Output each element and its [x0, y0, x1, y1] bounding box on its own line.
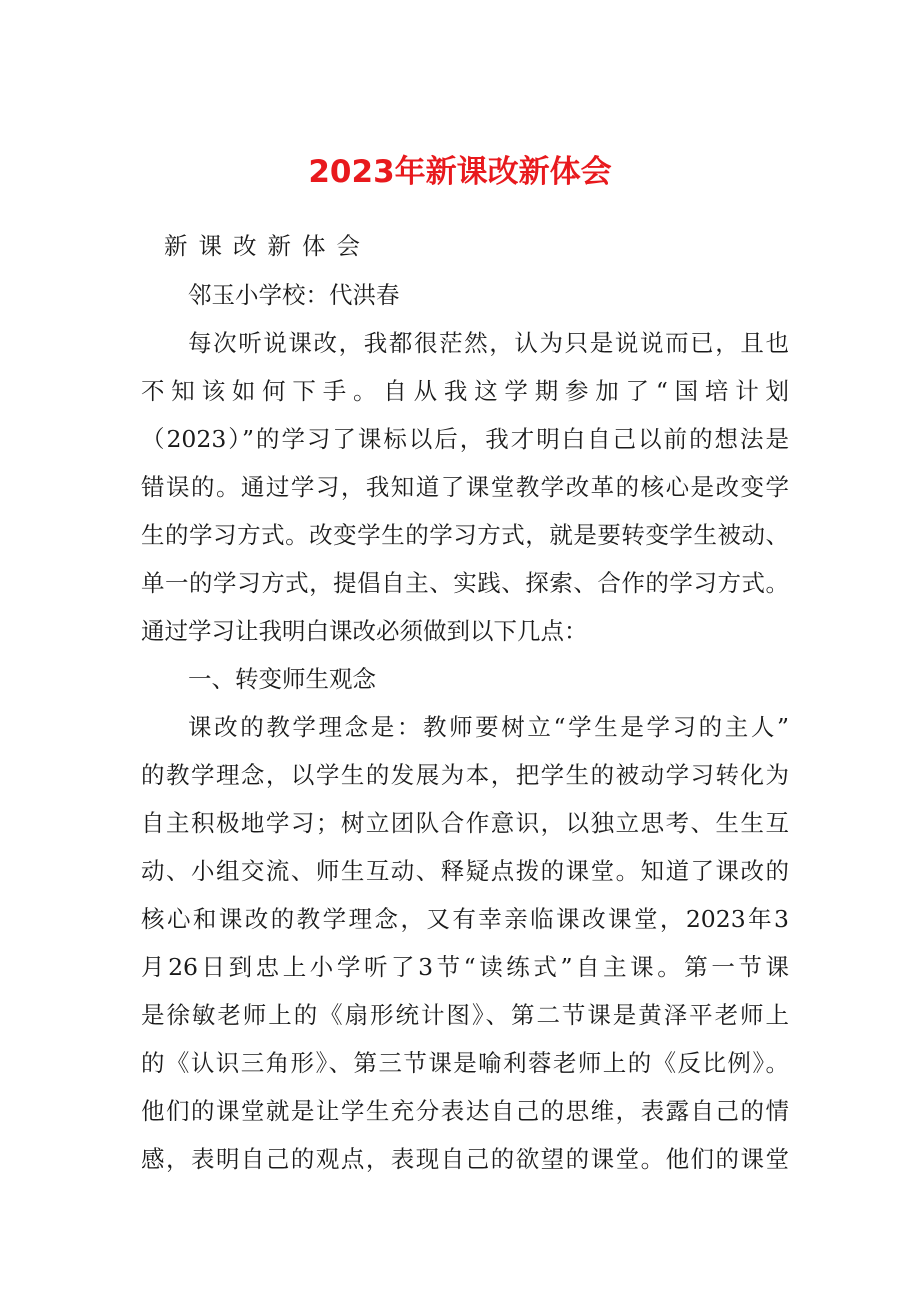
subheading: 一、转变师生观念 — [188, 665, 376, 693]
paragraph-line: 单一的学习方式，提倡自主、实践、探索、合作的学习方式。 — [141, 569, 789, 597]
author-line: 邻玉小学校：代洪春 — [188, 281, 400, 309]
paragraph-line: 不知该如何下手。自从我这学期参加了“国培计划 — [141, 377, 789, 405]
paragraph-line: 月26日到忠上小学听了3节“读练式”自主课。第一节课 — [141, 953, 789, 981]
paragraph-line: 他们的课堂就是让学生充分表达自己的思维，表露自己的情 — [141, 1097, 789, 1125]
paragraph-line: 生的学习方式。改变学生的学习方式，就是要转变学生被动、 — [141, 521, 789, 549]
paragraph-line: 的教学理念，以学生的发展为本，把学生的被动学习转化为 — [141, 761, 789, 789]
paragraph-line: 课改的教学理念是：教师要树立“学生是学习的主人” — [188, 713, 789, 741]
paragraph-line: 感，表明自己的观点，表现自己的欲望的课堂。他们的课堂 — [141, 1145, 789, 1173]
paragraph-line: 通过学习让我明白课改必须做到以下几点： — [141, 617, 588, 645]
paragraph-line: 自主积极地学习；树立团队合作意识，以独立思考、生生互 — [141, 809, 789, 837]
paragraph-line: 核心和课改的教学理念，又有幸亲临课改课堂，2023年3 — [141, 905, 789, 933]
document-title: 2023年新课改新体会 — [308, 154, 612, 190]
paragraph-line: 的《认识三角形》、第三节课是喻利蓉老师上的《反比例》。 — [141, 1049, 789, 1077]
paragraph-line: 是徐敏老师上的《扇形统计图》、第二节课是黄泽平老师上 — [141, 1001, 789, 1029]
paragraph-line: 动、小组交流、师生互动、释疑点拨的课堂。知道了课改的 — [141, 857, 789, 885]
section-heading: 新课改新体会 — [164, 232, 371, 260]
paragraph-line: 每次听说课改，我都很茫然，认为只是说说而已，且也 — [188, 329, 789, 357]
paragraph-line: 错误的。通过学习，我知道了课堂教学改革的核心是改变学 — [141, 473, 789, 501]
paragraph-line: （2023）”的学习了课标以后，我才明白自己以前的想法是 — [141, 425, 789, 453]
